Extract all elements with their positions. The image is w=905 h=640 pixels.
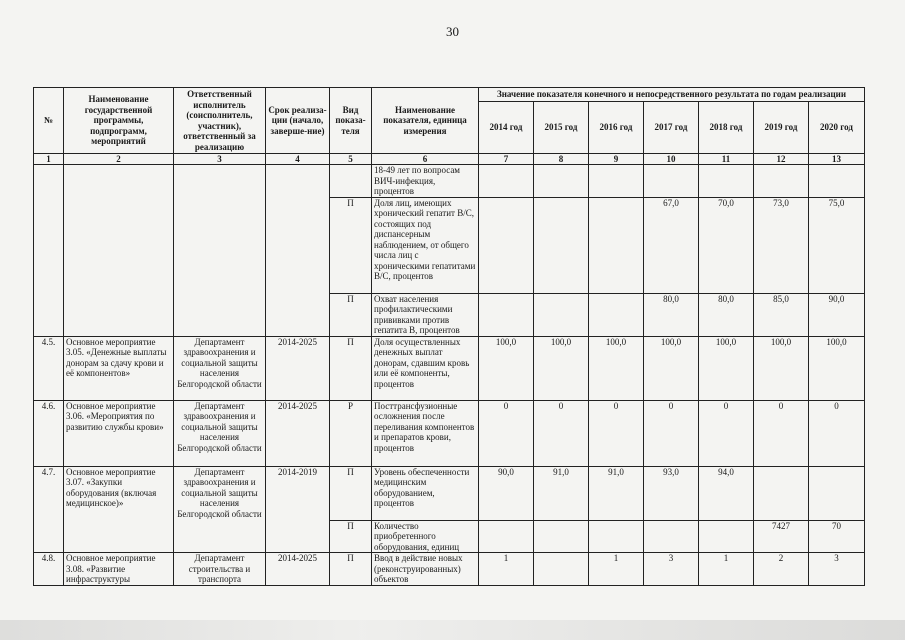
table-row — [34, 400, 865, 466]
year-value — [534, 293, 589, 336]
row-number: 4.8. — [34, 553, 64, 586]
column-index: 9 — [589, 154, 644, 165]
scan-edge-noise — [0, 620, 905, 640]
term-cell: 2014-2025 — [266, 336, 330, 400]
term-cell: 2014-2025 — [266, 400, 330, 466]
year-value — [589, 197, 644, 293]
indicator-type — [330, 165, 372, 198]
event-name: Основное мероприятие 3.06. «Мероприятия по развитию службы крови» — [64, 400, 174, 466]
header-term: Срок реализа-ции (начало, заверше-ние) — [266, 88, 330, 154]
year-value: 0 — [589, 400, 644, 466]
indicator-name: 18-49 лет по вопросам ВИЧ-инфекция, процентов — [372, 165, 479, 198]
year-value: 100,0 — [534, 336, 589, 400]
table-row — [34, 336, 865, 400]
header-indicator: Наименование показателя, единица измерения — [372, 88, 479, 154]
row-number: 4.7. — [34, 466, 64, 553]
year-value — [754, 165, 809, 198]
year-value — [534, 553, 589, 586]
year-value — [699, 165, 754, 198]
year-value: 100,0 — [699, 336, 754, 400]
year-value — [479, 520, 534, 553]
indicator-type: П — [330, 293, 372, 336]
year-value: 2 — [754, 553, 809, 586]
term-cell: 2014-2019 — [266, 466, 330, 553]
header-year: 2019 год — [754, 102, 809, 154]
header-type: Вид показа-теля — [330, 88, 372, 154]
year-value — [479, 293, 534, 336]
indicator-type: П — [330, 336, 372, 400]
header-name: Наименование государственной программы, подпрограмм, мероприятий — [64, 88, 174, 154]
column-index: 1 — [34, 154, 64, 165]
indicator-name: Посттрансфузионные осложнения после переливания компонентов и препаратов крови, процентов — [372, 400, 479, 466]
year-value — [644, 165, 699, 198]
indicator-name: Уровень обеспеченности медицинским оборудованием, процентов — [372, 466, 479, 520]
header-responsible: Ответственный исполнитель (соисполнитель, участник), ответственный за реализацию — [174, 88, 266, 154]
row-number — [34, 165, 64, 337]
indicator-name: Доля осуществленных денежных выплат донорам, сдавшим кровь или её компоненты, процентов — [372, 336, 479, 400]
year-value: 1 — [699, 553, 754, 586]
header-values-title: Значение показателя конечного и непосредственного результата по годам реализации — [479, 88, 865, 102]
column-index: 11 — [699, 154, 754, 165]
year-value — [809, 165, 865, 198]
year-value: 100,0 — [589, 336, 644, 400]
year-value — [589, 293, 644, 336]
header-year: 2015 год — [534, 102, 589, 154]
year-value: 3 — [644, 553, 699, 586]
year-value: 1 — [589, 553, 644, 586]
event-name: Основное мероприятие 3.05. «Денежные выплаты донорам за сдачу крови и её компонентов» — [64, 336, 174, 400]
column-index: 8 — [534, 154, 589, 165]
indicator-type: П — [330, 466, 372, 520]
column-index: 4 — [266, 154, 330, 165]
year-value — [534, 197, 589, 293]
year-value: 0 — [479, 400, 534, 466]
year-value: 91,0 — [534, 466, 589, 520]
row-number: 4.5. — [34, 336, 64, 400]
year-value: 90,0 — [809, 293, 865, 336]
year-value — [479, 165, 534, 198]
column-index: 13 — [809, 154, 865, 165]
column-index: 6 — [372, 154, 479, 165]
header-num: № — [34, 88, 64, 154]
year-value: 100,0 — [479, 336, 534, 400]
year-value: 91,0 — [589, 466, 644, 520]
indicator-type: П — [330, 197, 372, 293]
year-value: 0 — [754, 400, 809, 466]
responsible-org: Департамент здравоохранения и социальной защиты населения Белгородской области — [174, 400, 266, 466]
row-number: 4.6. — [34, 400, 64, 466]
year-value: 0 — [699, 400, 754, 466]
header-year: 2016 год — [589, 102, 644, 154]
event-name — [64, 165, 174, 337]
year-value: 100,0 — [754, 336, 809, 400]
year-value — [589, 520, 644, 553]
year-value: 0 — [644, 400, 699, 466]
year-value: 70,0 — [699, 197, 754, 293]
column-index: 7 — [479, 154, 534, 165]
indicator-table-wrapper — [33, 87, 864, 586]
year-value: 100,0 — [644, 336, 699, 400]
year-value: 1 — [479, 553, 534, 586]
event-name: Основное мероприятие 3.07. «Закупки оборудования (включая медицинское)» — [64, 466, 174, 553]
responsible-org — [174, 165, 266, 337]
year-value: 94,0 — [699, 466, 754, 520]
indicator-name: Охват населения профилактическими прививками против гепатита В, процентов — [372, 293, 479, 336]
year-value — [479, 197, 534, 293]
year-value: 85,0 — [754, 293, 809, 336]
year-value: 7427 — [754, 520, 809, 553]
indicator-type: П — [330, 553, 372, 586]
indicator-name: Доля лиц, имеющих хронический гепатит В/С, состоящих под диспансерным наблюдением, от общего числа лиц с хроническими гепатитами В/С, процентов — [372, 197, 479, 293]
year-value: 100,0 — [809, 336, 865, 400]
year-value: 93,0 — [644, 466, 699, 520]
header-year: 2017 год — [644, 102, 699, 154]
year-value: 70 — [809, 520, 865, 553]
indicator-type: Р — [330, 400, 372, 466]
column-index-row — [34, 154, 865, 165]
responsible-org: Департамент строительства и транспорта — [174, 553, 266, 586]
indicator-type: П — [330, 520, 372, 553]
event-name: Основное мероприятие 3.08. «Развитие инфраструктуры — [64, 553, 174, 586]
table-row — [34, 466, 865, 520]
year-value — [534, 520, 589, 553]
year-value: 80,0 — [699, 293, 754, 336]
year-value — [754, 466, 809, 520]
header-year: 2020 год — [809, 102, 865, 154]
year-value: 75,0 — [809, 197, 865, 293]
year-value — [644, 520, 699, 553]
indicator-name: Ввод в действие новых (реконструированных) объектов — [372, 553, 479, 586]
year-value — [534, 165, 589, 198]
column-index: 2 — [64, 154, 174, 165]
year-value: 90,0 — [479, 466, 534, 520]
responsible-org: Департамент здравоохранения и социальной защиты населения Белгородской области — [174, 466, 266, 553]
column-index: 12 — [754, 154, 809, 165]
responsible-org: Департамент здравоохранения и социальной защиты населения Белгородской области — [174, 336, 266, 400]
year-value: 3 — [809, 553, 865, 586]
year-value: 73,0 — [754, 197, 809, 293]
year-value: 80,0 — [644, 293, 699, 336]
year-value: 0 — [534, 400, 589, 466]
year-value: 0 — [809, 400, 865, 466]
page-number: 30 — [446, 24, 459, 39]
column-index: 3 — [174, 154, 266, 165]
indicator-name: Количество приобретенного оборудования, единиц — [372, 520, 479, 553]
header-year: 2014 год — [479, 102, 534, 154]
column-index: 10 — [644, 154, 699, 165]
term-cell: 2014-2025 — [266, 553, 330, 586]
year-value — [809, 466, 865, 520]
table-row — [34, 165, 865, 198]
term-cell — [266, 165, 330, 337]
year-value: 67,0 — [644, 197, 699, 293]
indicator-table — [33, 87, 865, 586]
column-index: 5 — [330, 154, 372, 165]
table-row — [34, 553, 865, 586]
year-value — [699, 520, 754, 553]
year-value — [589, 165, 644, 198]
header-year: 2018 год — [699, 102, 754, 154]
